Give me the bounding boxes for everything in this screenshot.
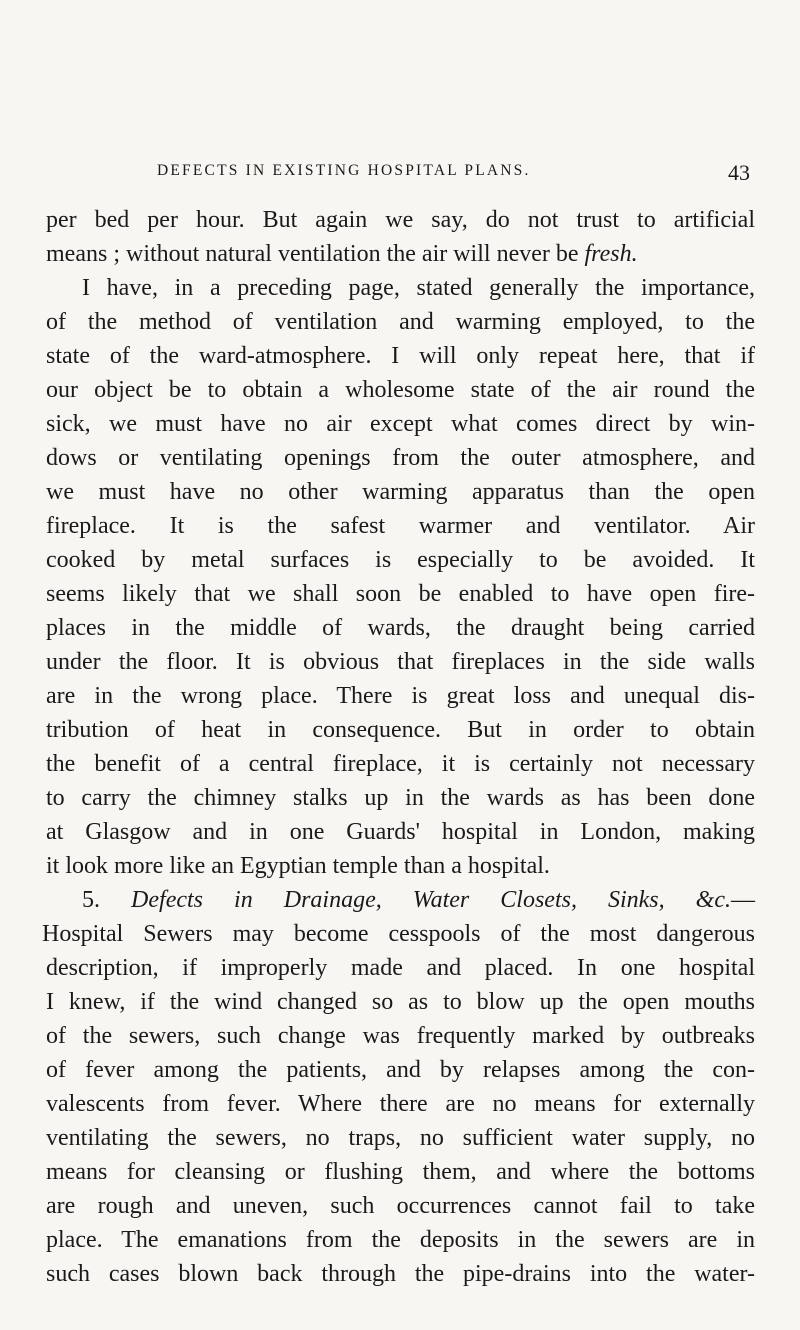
line-text: the benefit of a central fireplace, it is certainly not necessary bbox=[46, 751, 755, 777]
text-line bbox=[46, 543, 755, 577]
text-line bbox=[46, 951, 755, 985]
line-text: seems likely that we shall soon be enabled to have open fire- bbox=[46, 581, 755, 607]
line-text: places in the middle of wards, the draught being carried bbox=[46, 615, 755, 641]
text-line bbox=[46, 781, 755, 815]
line-text: to carry the chimney stalks up in the wards as has been done bbox=[46, 785, 755, 811]
line-text: it look more like an Egyptian temple than a hospital. bbox=[46, 853, 550, 879]
line-text: are in the wrong place. There is great loss and unequal dis- bbox=[46, 683, 755, 709]
line-text: are rough and uneven, such occurrences cannot fail to take bbox=[46, 1193, 755, 1219]
line-text: under the floor. It is obvious that fireplaces in the side walls bbox=[46, 649, 755, 675]
line-text: at Glasgow and in one Guards' hospital in London, making bbox=[46, 819, 755, 845]
italic-text: Defects in Drainage, Water Closets, Sinks, &c. bbox=[131, 887, 732, 913]
text-line bbox=[46, 1257, 755, 1291]
text-line bbox=[46, 1053, 755, 1087]
line-text: description, if improperly made and placed. In one hospital bbox=[46, 955, 755, 981]
text-line bbox=[46, 611, 755, 645]
text-line bbox=[46, 713, 755, 747]
line-text: tribution of heat in consequence. But in order to obtain bbox=[46, 717, 755, 743]
text-line bbox=[46, 271, 755, 305]
line-text: place. The emanations from the deposits in the sewers are in bbox=[46, 1227, 755, 1253]
text-line bbox=[46, 747, 755, 781]
text-line bbox=[46, 203, 755, 237]
text-line bbox=[46, 679, 755, 713]
text-line bbox=[46, 1223, 755, 1257]
running-head: DEFECTS IN EXISTING HOSPITAL PLANS. bbox=[157, 162, 531, 179]
line-text: valescents from fever. Where there are no means for externally bbox=[46, 1091, 755, 1117]
text-line bbox=[46, 577, 755, 611]
text-line bbox=[46, 1121, 755, 1155]
line-text: I knew, if the wind changed so as to blow up the open mouths bbox=[46, 989, 755, 1015]
text-line bbox=[46, 849, 755, 883]
text-line bbox=[46, 985, 755, 1019]
line-text: ventilating the sewers, no traps, no sufficient water supply, no bbox=[46, 1125, 755, 1151]
line-text: sick, we must have no air except what comes direct by win- bbox=[46, 411, 755, 437]
page-number: 43 bbox=[728, 160, 750, 185]
text-line bbox=[46, 475, 755, 509]
line-text: state of the ward-atmosphere. I will only repeat here, that if bbox=[46, 343, 755, 369]
line-text: our object be to obtain a wholesome state of the air round the bbox=[46, 377, 755, 403]
page-header bbox=[40, 160, 750, 190]
line-text: 5. bbox=[82, 887, 132, 913]
italic-text: fresh. bbox=[584, 241, 638, 267]
text-line bbox=[46, 1155, 755, 1189]
line-text: dows or ventilating openings from the outer atmosphere, and bbox=[46, 445, 755, 471]
text-line bbox=[46, 407, 755, 441]
line-text: cooked by metal surfaces is especially to be avoided. It bbox=[46, 547, 755, 573]
text-line bbox=[46, 645, 755, 679]
line-text: I have, in a preceding page, stated generally the importance, bbox=[82, 275, 755, 301]
text-line bbox=[46, 339, 755, 373]
text-line bbox=[46, 1189, 755, 1223]
text-line bbox=[46, 1019, 755, 1053]
line-text-tail: — bbox=[731, 887, 756, 913]
text-line bbox=[46, 441, 755, 475]
text-line bbox=[46, 1087, 755, 1121]
line-text: fireplace. It is the safest warmer and ventilator. Air bbox=[46, 513, 755, 539]
text-line bbox=[46, 509, 755, 543]
line-text: means for cleansing or flushing them, and where the bottoms bbox=[46, 1159, 755, 1185]
text-line bbox=[46, 237, 755, 271]
line-text: of the sewers, such change was frequently marked by outbreaks bbox=[46, 1023, 755, 1049]
text-line bbox=[46, 305, 755, 339]
line-text: such cases blown back through the pipe-drains into the water- bbox=[46, 1261, 755, 1287]
text-line bbox=[42, 917, 755, 951]
text-line bbox=[46, 815, 755, 849]
line-text: we must have no other warming apparatus than the open bbox=[46, 479, 755, 505]
text-line bbox=[46, 883, 755, 917]
body-text bbox=[42, 203, 756, 1291]
line-text: of the method of ventilation and warming employed, to the bbox=[46, 309, 755, 335]
line-text: per bed per hour. But again we say, do not trust to artificial bbox=[46, 207, 755, 233]
text-line bbox=[46, 373, 755, 407]
line-text: Hospital Sewers may become cesspools of the most dangerous bbox=[42, 921, 755, 947]
line-text: means ; without natural ventilation the air will never be bbox=[46, 241, 585, 267]
line-text: of fever among the patients, and by relapses among the con- bbox=[46, 1057, 755, 1083]
